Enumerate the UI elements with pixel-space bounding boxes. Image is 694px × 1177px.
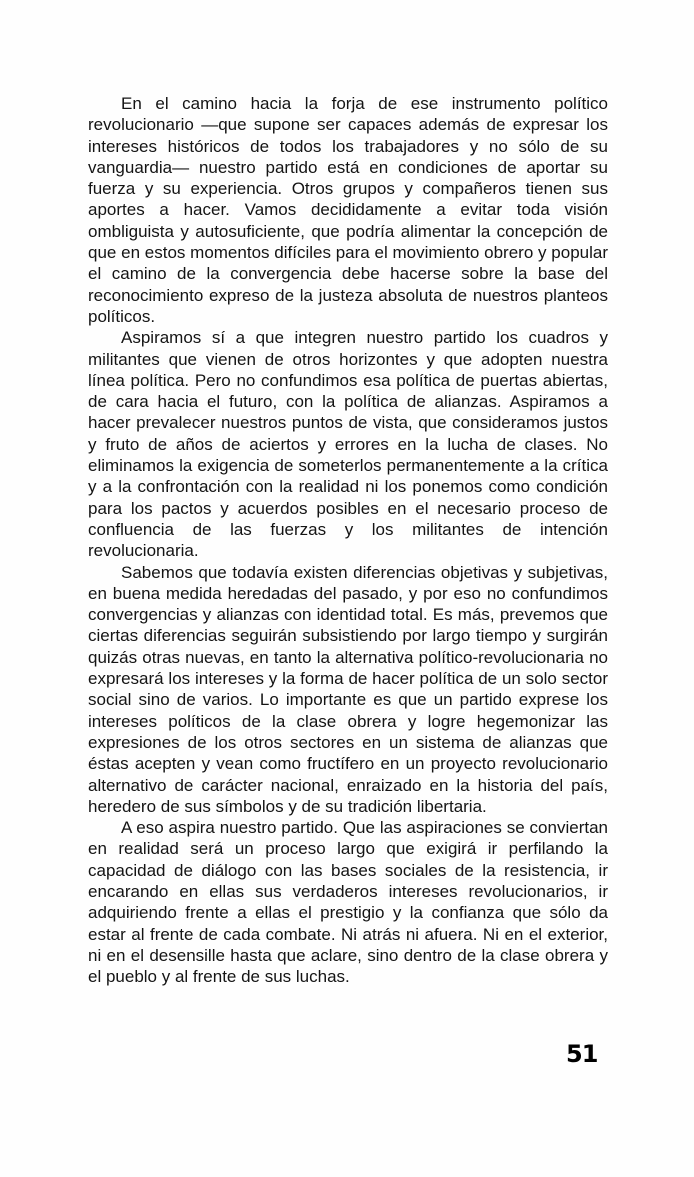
- paragraph-1: En el camino hacia la forja de ese instrumento político revolucionario —que supone ser capaces además de expresar los intereses históricos de todos los trabajadores y no sólo de su vanguardia— nuestro partido está en condiciones de aportar su fuerza y su experiencia. Otros grupos y compañeros tienen sus aportes a hacer. Vamos decididamente a evitar toda visión ombliguista y autosuficiente, que podría alimentar la concepción de que en estos momentos difíciles para el movimiento obrero y popular el camino de la convergencia debe hacerse sobre la base del reconocimiento expreso de la justeza absoluta de nuestros planteos políticos.: [88, 94, 608, 326]
- page-number: 51: [566, 1040, 598, 1068]
- paragraph-4: A eso aspira nuestro partido. Que las aspiraciones se conviertan en realidad será un proceso largo que exigirá ir perfilando la capacidad de diálogo con las bases sociales de la resistencia, ir encarando en ellas sus verdaderos intereses revolucionarios, ir adquiriendo frente a ellas el prestigio y la confianza que sólo da estar al frente de cada combate. Ni atrás ni afuera. Ni en el exterior, ni en el desensille hasta que aclare, sino dentro de la clase obrera y el pueblo y al frente de sus luchas.: [88, 818, 608, 987]
- body-text: [88, 93, 608, 987]
- paragraph-2: Aspiramos sí a que integren nuestro partido los cuadros y militantes que vienen de otros horizontes y que adopten nuestra línea política. Pero no confundimos esa política de puertas abiertas, de cara hacia el futuro, con la política de alianzas. Aspiramos a hacer prevalecer nuestros puntos de vista, que consideramos justos y fruto de años de aciertos y errores en la lucha de clases. No eliminamos la exigencia de someterlos permanentemente a la crítica y a la confrontación con la realidad ni los ponemos como condición para los pactos y acuerdos posibles en el necesario proceso de confluencia de las fuerzas y los militantes de intención revolucionaria.: [88, 328, 608, 561]
- paragraph-3: Sabemos que todavía existen diferencias objetivas y subjetivas, en buena medida heredadas del pasado, y por eso no confundimos convergencias y alianzas con identidad total. Es más, prevemos que ciertas diferencias seguirán subsistiendo por largo tiempo y surgirán quizás otras nuevas, en tanto la alternativa político-revolucionaria no expresará los intereses y la forma de hacer política de un solo sector social sino de varios. Lo importante es que un partido exprese los intereses políticos de la clase obrera y logre hegemonizar las expresiones de los otros sectores en un sistema de alianzas que éstas acepten y vean como fructífero en un proyecto revolucionario alternativo de carácter nacional, enraizado en la historia del país, heredero de sus símbolos y de su tradición libertaria.: [88, 562, 608, 816]
